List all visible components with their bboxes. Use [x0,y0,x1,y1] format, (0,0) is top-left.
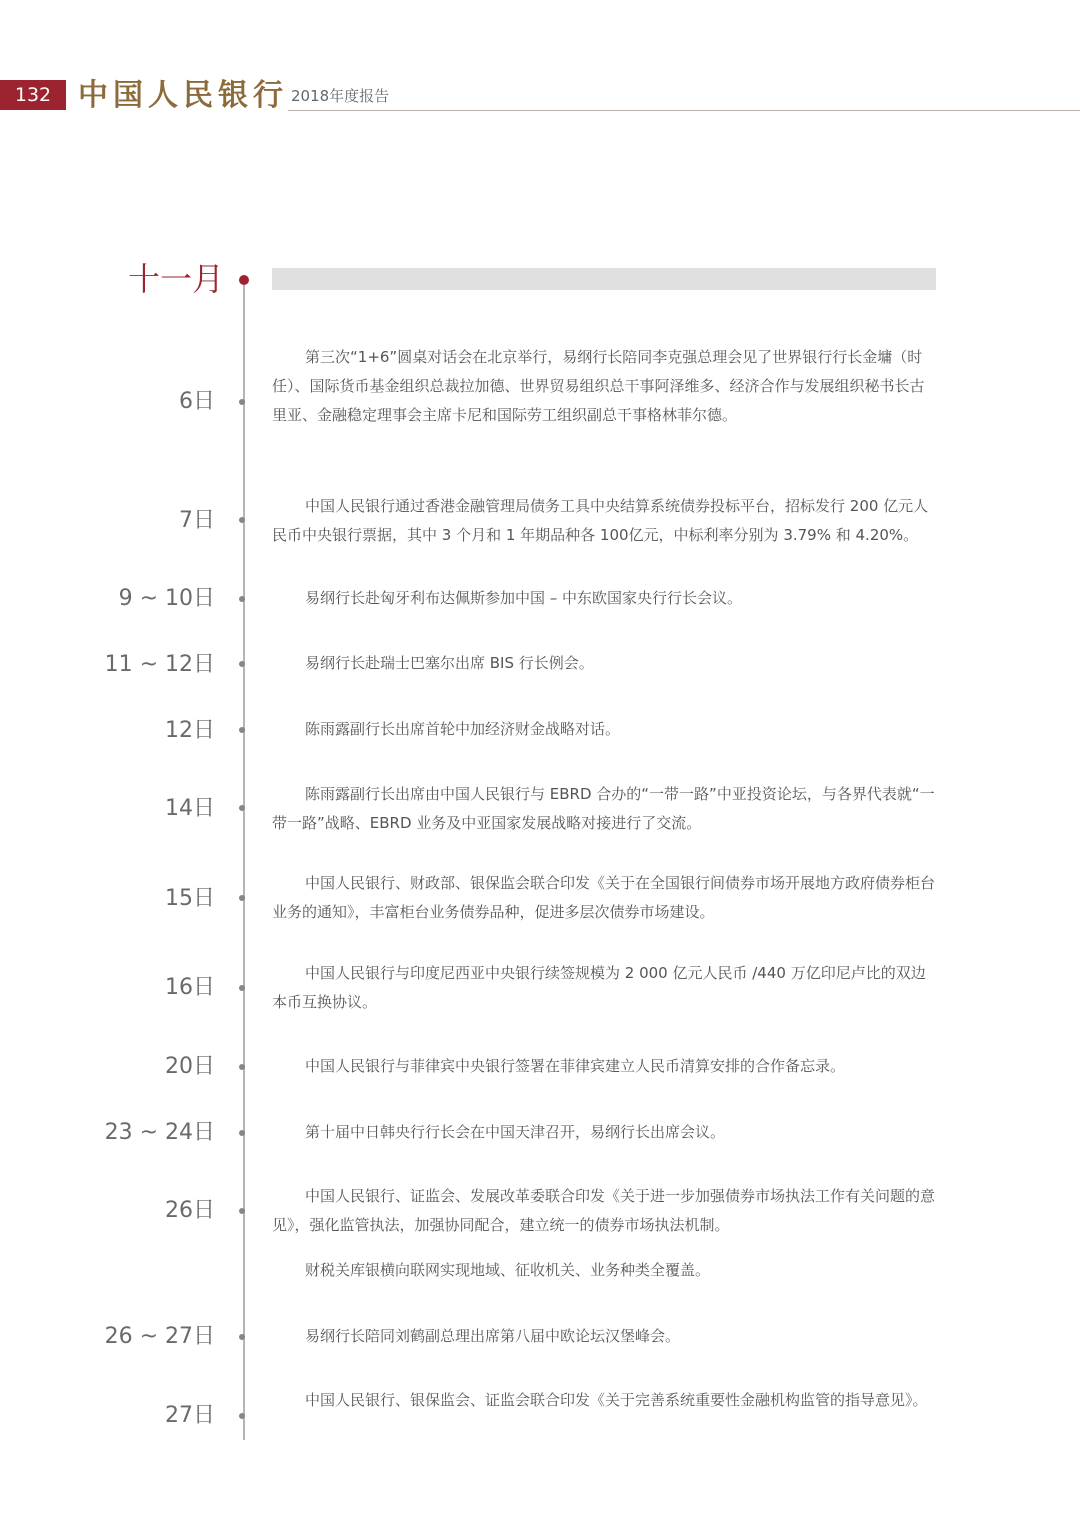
event-description: 中国人民银行、银保监会、证监会联合印发《关于完善系统重要性金融机构监管的指导意见》。 [305,1391,928,1409]
event-description: 中国人民银行通过香港金融管理局债务工具中央结算系统债券投标平台，招标发行 200 亿元人民币中央银行票据，其中 3 个月和 1 年期品种各 100亿元，中标利率分别为 3.79% 和 4.20%。 [272,497,929,544]
event-date: 12日 [165,718,215,743]
timeline-dot [239,1413,245,1419]
timeline-line [243,285,245,1440]
event-date: 23 ~ 24日 [104,1120,215,1145]
month-header-bar [272,268,936,290]
event-description: 第三次“1+6”圆桌对话会在北京举行，易纲行长陪同李克强总理会见了世界银行行长金墉（时任）、国际货币基金组织总裁拉加德、世界贸易组织总干事阿泽维多、经济合作与发展组织秘书长古里亚、金融稳定理事会主席卡尼和国际劳工组织副总干事格林菲尔德。 [272,348,925,424]
timeline-dot [239,895,245,901]
event-description: 陈雨露副行长出席由中国人民银行与 EBRD 合办的“一带一路”中亚投资论坛，与各界代表就“一带一路”战略、EBRD 业务及中亚国家发展战略对接进行了交流。 [272,785,935,832]
timeline-dot [239,1064,245,1070]
event-date: 11 ~ 12日 [104,652,215,677]
timeline-dot [239,805,245,811]
event-date: 6日 [179,389,215,414]
header-divider [288,110,1080,111]
event-date: 26 ~ 27日 [104,1324,215,1349]
timeline-dot [239,661,245,667]
event-date: 27日 [165,1403,215,1428]
event-date: 16日 [165,975,215,1000]
event-date: 7日 [179,508,215,533]
event-description: 易纲行长陪同刘鹤副总理出席第八届中欧论坛汉堡峰会。 [305,1327,681,1345]
event-date: 26日 [165,1198,215,1223]
month-title: 十一月 [128,260,225,298]
timeline-dot [239,517,245,523]
timeline-dot [239,399,245,405]
event-description: 陈雨露副行长出席首轮中加经济财金战略对话。 [305,720,621,738]
event-description: 易纲行长赴瑞士巴塞尔出席 BIS 行长例会。 [305,654,594,672]
report-title: 2018年度报告 [291,87,390,105]
timeline-dot [239,985,245,991]
bank-logo-text: 中国人民银行 [78,78,288,113]
timeline-dot [239,727,245,733]
event-date: 14日 [165,796,215,821]
event-description: 中国人民银行与印度尼西亚中央银行续签规模为 2 000 亿元人民币 /440 万亿印尼卢比的双边本币互换协议。 [272,964,926,1011]
event-description: 易纲行长赴匈牙利布达佩斯参加中国 – 中东欧国家央行行长会议。 [305,589,743,607]
event-description: 第十届中日韩央行行长会在中国天津召开，易纲行长出席会议。 [305,1123,726,1141]
event-description: 中国人民银行、证监会、发展改革委联合印发《关于进一步加强债券市场执法工作有关问题的意见》，强化监管执法，加强协同配合，建立统一的债券市场执法机制。 [272,1187,936,1234]
timeline-dot [239,596,245,602]
event-description: 中国人民银行、财政部、银保监会联合印发《关于在全国银行间债券市场开展地方政府债券柜台业务的通知》，丰富柜台业务债券品种，促进多层次债券市场建设。 [272,874,936,921]
timeline-dot [239,1208,245,1214]
event-description: 中国人民银行与菲律宾中央银行签署在菲律宾建立人民币清算安排的合作备忘录。 [305,1057,846,1075]
event-description: 财税关库银横向联网实现地域、征收机关、业务种类全覆盖。 [305,1261,711,1279]
timeline-dot [239,1130,245,1136]
page-number: 132 [14,84,52,106]
event-date: 15日 [165,886,215,911]
event-date: 20日 [165,1054,215,1079]
event-date: 9 ~ 10日 [118,586,215,611]
timeline-dot [239,1334,245,1340]
timeline-start-dot [239,275,249,285]
